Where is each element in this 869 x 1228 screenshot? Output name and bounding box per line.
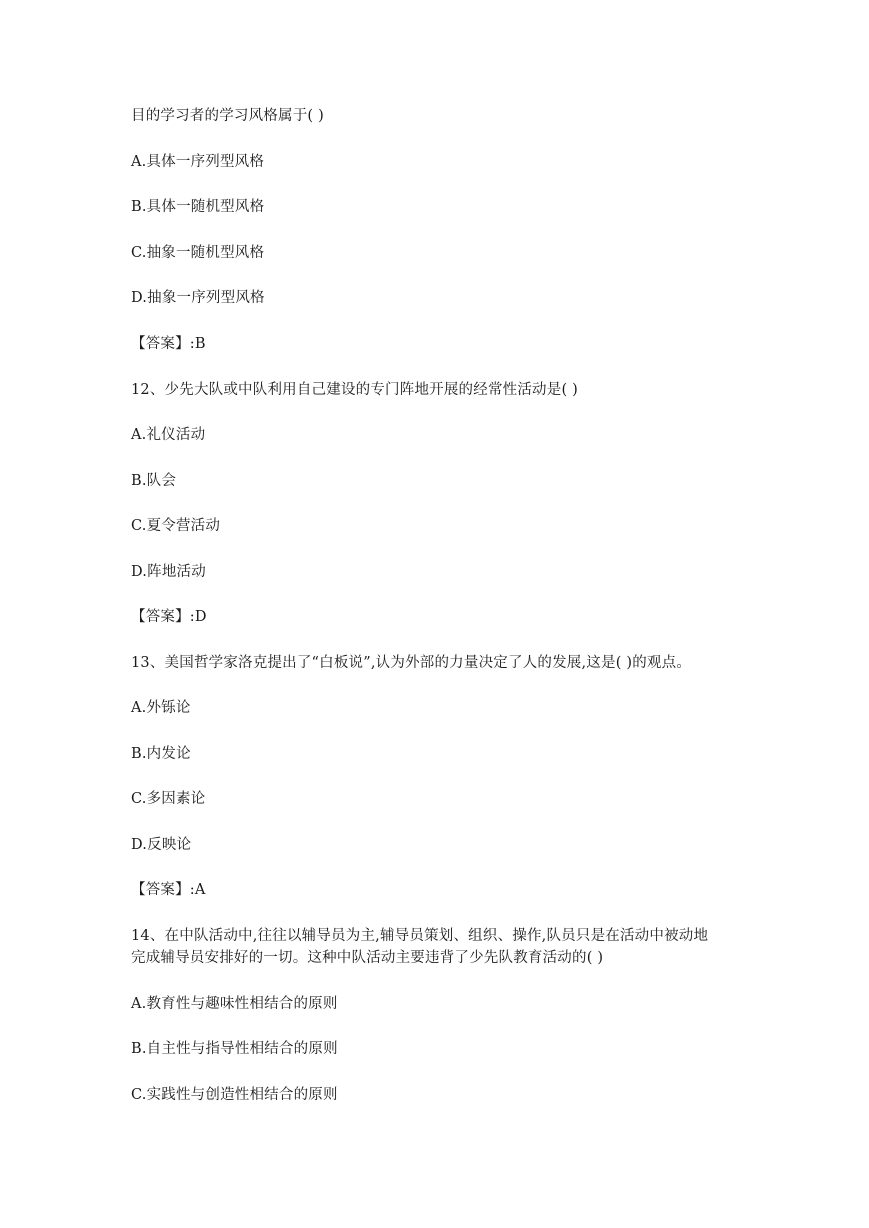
- question-12-stem: 12、少先大队或中队利用自己建设的专门阵地开展的经常性活动是( ): [131, 382, 578, 398]
- q14-option-a: A.教育性与趣味性相结合的原则: [131, 996, 338, 1012]
- q13-option-d: D.反映论: [131, 837, 192, 853]
- q13-option-c: C.多因素论: [131, 791, 206, 807]
- q12-answer: 【答案】:D: [131, 609, 207, 625]
- q11-option-c: C.抽象一随机型风格: [131, 245, 265, 261]
- q13-option-b: B.内发论: [131, 746, 191, 762]
- q12-option-a: A.礼仪活动: [131, 427, 206, 443]
- q11-answer: 【答案】:B: [131, 336, 206, 352]
- q14-option-c: C.实践性与创造性相结合的原则: [131, 1087, 338, 1103]
- q12-option-d: D.阵地活动: [131, 564, 206, 580]
- q11-option-b: B.具体一随机型风格: [131, 199, 265, 215]
- q14-option-b: B.自主性与指导性相结合的原则: [131, 1041, 338, 1057]
- question-14-stem-line2: 完成辅导员安排好的一切。这种中队活动主要违背了少先队教育活动的( ): [131, 950, 604, 966]
- q12-option-b: B.队会: [131, 473, 177, 489]
- q11-option-d: D.抽象一序列型风格: [131, 290, 265, 306]
- question-13-stem: 13、美国哲学家洛克提出了“白板说”,认为外部的力量决定了人的发展,这是( )的观点。: [131, 655, 692, 671]
- q12-option-c: C.夏令营活动: [131, 518, 221, 534]
- q11-option-a: A.具体一序列型风格: [131, 154, 265, 170]
- question-14-stem-line1: 14、在中队活动中,往往以辅导员为主,辅导员策划、组织、操作,队员只是在活动中被动地: [131, 928, 709, 944]
- question-11-stem-tail: 目的学习者的学习风格属于( ): [131, 108, 324, 124]
- q13-answer: 【答案】:A: [131, 882, 206, 898]
- q13-option-a: A.外铄论: [131, 700, 191, 716]
